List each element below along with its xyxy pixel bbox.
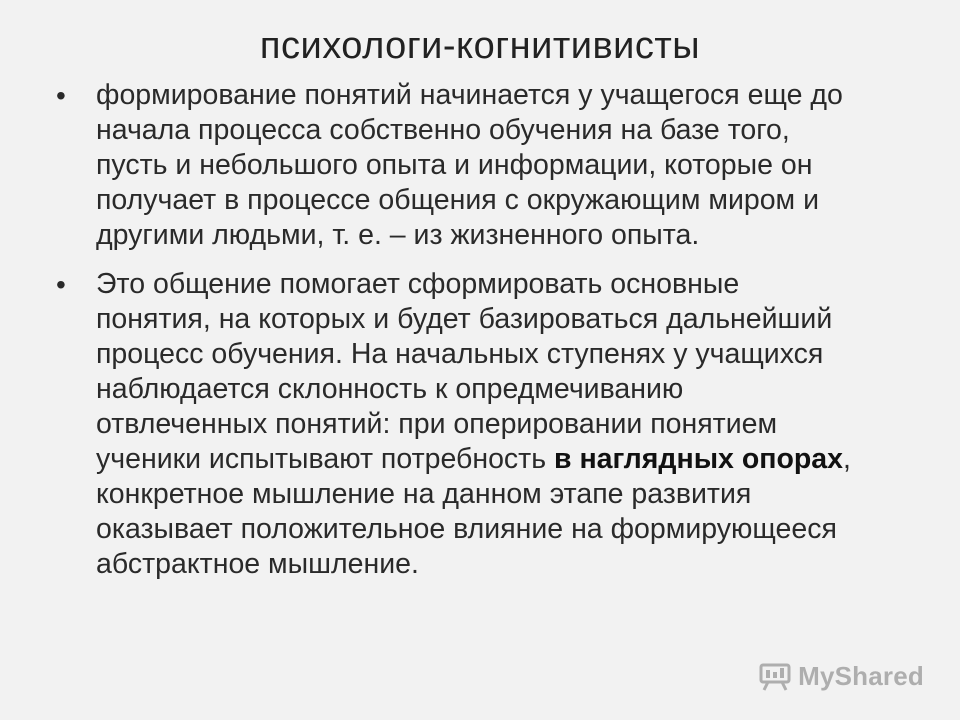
bullet-dot: •: [56, 80, 66, 111]
bullet-text-start: Это общение помогает сформировать основные понятия, на которых и будет базироваться дальнейший процесс обучения. На начальных ступенях у учащихся наблюдается склонность к опредмечиванию отвлеченных понятий: при оперировании понятием ученики испытывают потребность: [96, 268, 833, 475]
bullet-list: [56, 78, 856, 596]
bullet-text-bold: в наглядных опорах: [554, 443, 843, 475]
bullet-text: формирование понятий начинается у учащегося еще до начала процесса собственно обучения на базе того, пусть и небольшого опыта и информации, которые он получает в процессе общения с окружающим миром и другими людьми, т. е. – из жизненного опыта.: [96, 79, 843, 251]
bullet-dot: •: [56, 269, 66, 300]
bullet-text-end: , конкретное мышление на данном этапе развития оказывает положительное влияние на формирующееся абстрактное мышление.: [96, 443, 851, 580]
watermark: [758, 661, 924, 692]
watermark-text: MyShared: [798, 661, 924, 691]
presentation-board-icon: [758, 663, 792, 691]
slide-title: психологи-когнитивисты: [259, 25, 701, 67]
bullet-item: [56, 78, 856, 253]
bullet-item: [56, 267, 856, 582]
